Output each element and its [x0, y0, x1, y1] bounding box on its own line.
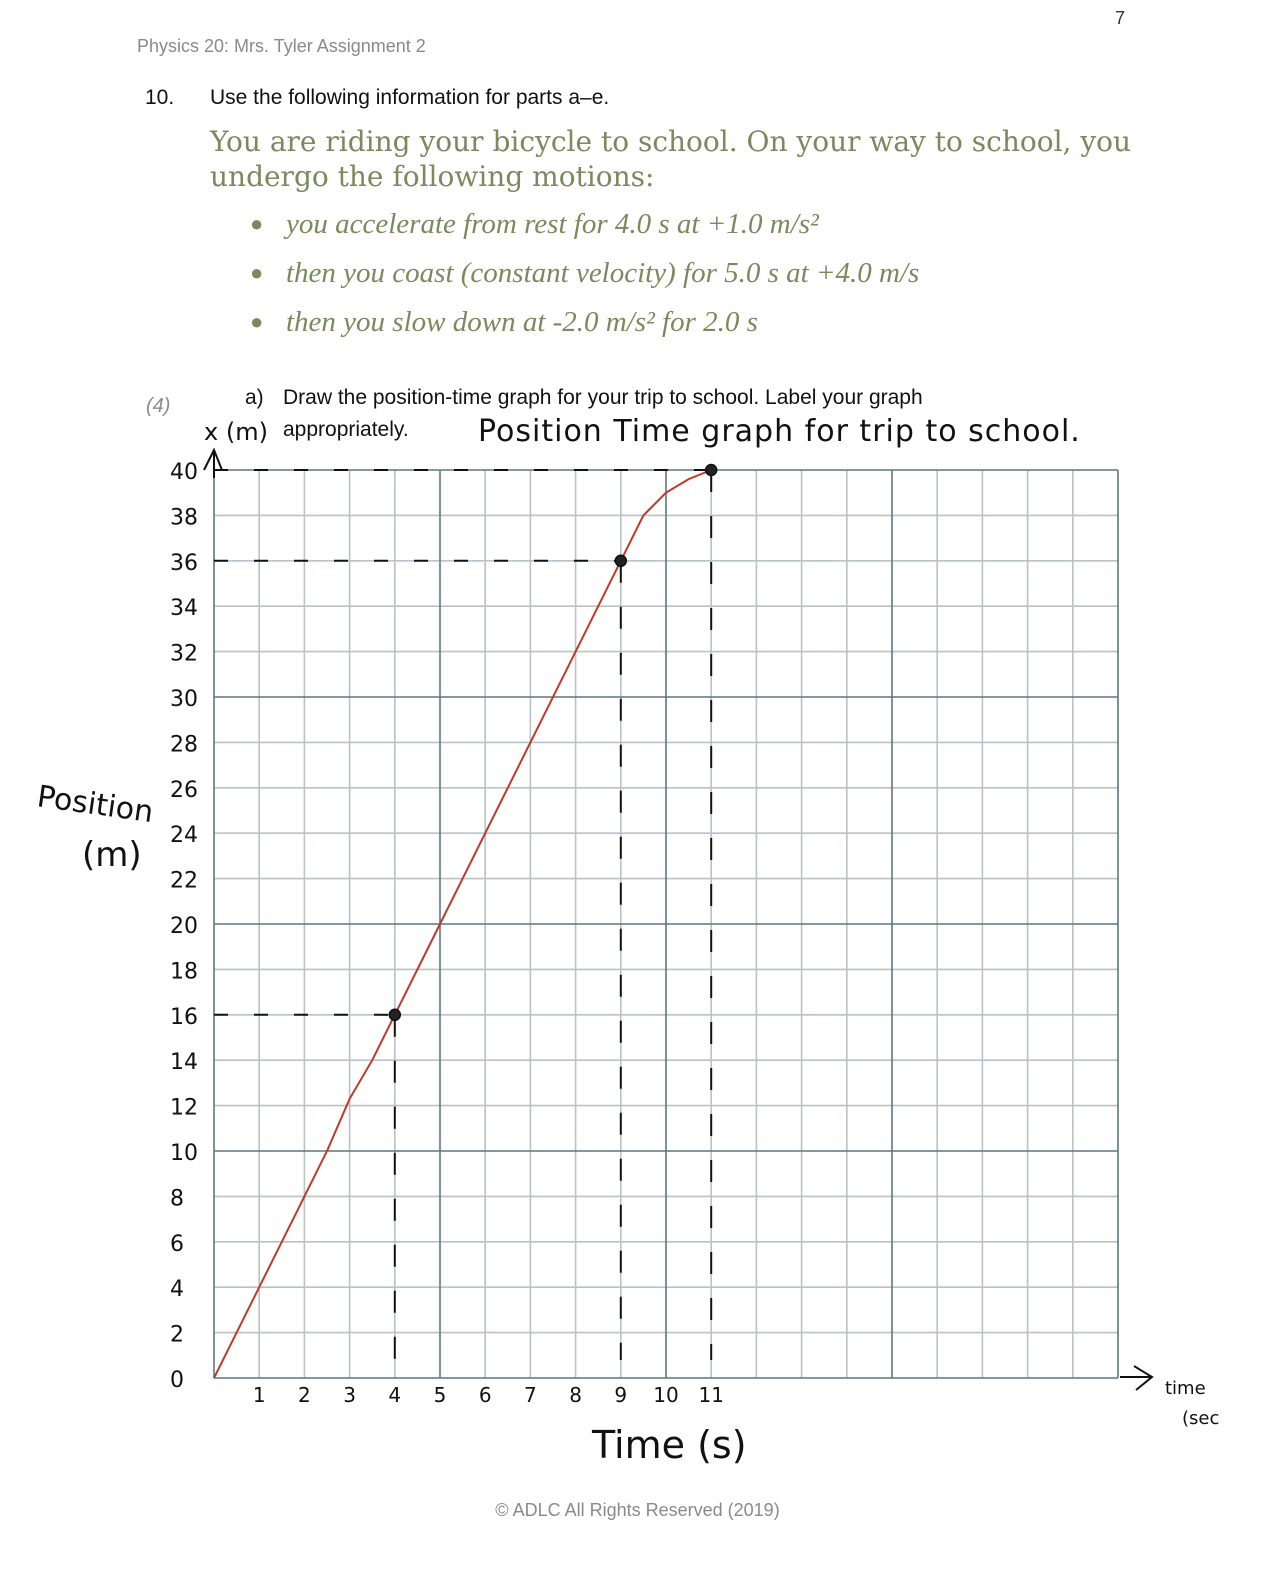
- marked-point: [706, 465, 717, 476]
- scenario-text: You are riding your bicycle to school. On your way to school, you undergo the following motions:: [210, 125, 1132, 193]
- y-axis-short-label: x (m): [204, 418, 268, 446]
- motion-item: ● you accelerate from rest for 4.0 s at +1.0 m/s²: [250, 204, 919, 253]
- y-tick-label: 14: [170, 1050, 198, 1076]
- footer-copyright: © ADLC All Rights Reserved (2019): [495, 1500, 780, 1520]
- marks-value: (4): [146, 395, 171, 417]
- x-axis-side-label-2: (sec: [1182, 1408, 1220, 1429]
- y-tick-label: 26: [170, 777, 198, 803]
- y-tick-label: 6: [170, 1231, 184, 1257]
- y-tick-label: 0: [170, 1368, 184, 1393]
- y-tick-label: 12: [170, 1095, 198, 1121]
- motion-item: ● then you slow down at -2.0 m/s² for 2.0 s: [250, 302, 919, 351]
- x-tick-label: 2: [298, 1383, 311, 1407]
- y-tick-label: 16: [170, 1004, 198, 1030]
- x-tick-label: 6: [478, 1383, 492, 1407]
- marked-point: [615, 555, 626, 566]
- y-axis-arrow: [204, 450, 222, 478]
- x-tick-label: 4: [388, 1383, 402, 1407]
- y-tick-label: 28: [170, 732, 198, 758]
- y-tick-label: 24: [170, 823, 198, 849]
- y-tick-label: 18: [170, 959, 198, 985]
- y-tick-labels: [170, 460, 198, 1393]
- y-axis-label-line2: (m): [82, 835, 142, 875]
- y-tick-label: 20: [170, 914, 198, 939]
- y-tick-label: 36: [170, 550, 198, 576]
- y-tick-label: 32: [170, 641, 198, 667]
- x-axis-label: Time (s): [592, 1423, 747, 1467]
- x-tick-label: 3: [343, 1383, 356, 1407]
- x-tick-label: 1: [252, 1383, 266, 1407]
- x-tick-label: 10: [653, 1383, 679, 1407]
- handwritten-graph-title: Position Time graph for trip to school.: [478, 414, 1081, 449]
- y-tick-label: 34: [170, 596, 198, 622]
- x-axis-arrow: [1120, 1366, 1152, 1390]
- y-tick-label: 40: [170, 460, 198, 485]
- part-a-line2: appropriately.: [283, 418, 409, 441]
- running-header: Physics 20: Mrs. Tyler Assignment 2: [137, 36, 426, 56]
- y-tick-label: 2: [170, 1322, 184, 1348]
- part-a-line1: Draw the position-time graph for your trip to school. Label your graph: [283, 386, 923, 409]
- x-tick-labels: [253, 1383, 724, 1407]
- y-tick-label: 30: [170, 687, 198, 712]
- question-number: 10.: [145, 86, 175, 109]
- y-tick-label: 38: [170, 505, 198, 531]
- question-intro: Use the following information for parts a–e.: [210, 86, 610, 109]
- part-a-label: a): [245, 386, 264, 409]
- x-tick-label: 7: [524, 1383, 537, 1407]
- x-axis-side-label-1: time: [1165, 1378, 1206, 1399]
- y-tick-label: 8: [170, 1186, 184, 1212]
- x-tick-label: 8: [569, 1383, 582, 1407]
- y-axis-label-line1: Position: [34, 779, 156, 831]
- marked-point: [389, 1009, 400, 1020]
- x-tick-label: 5: [433, 1383, 447, 1407]
- page-number: 7: [1114, 8, 1125, 28]
- y-tick-label: 10: [170, 1141, 198, 1166]
- y-tick-label: 22: [170, 868, 198, 894]
- x-tick-label: 9: [614, 1383, 628, 1407]
- x-tick-label: 11: [698, 1383, 724, 1407]
- motion-item: ● then you coast (constant velocity) for 5.0 s at +4.0 m/s: [250, 253, 919, 302]
- y-tick-label: 4: [170, 1277, 184, 1303]
